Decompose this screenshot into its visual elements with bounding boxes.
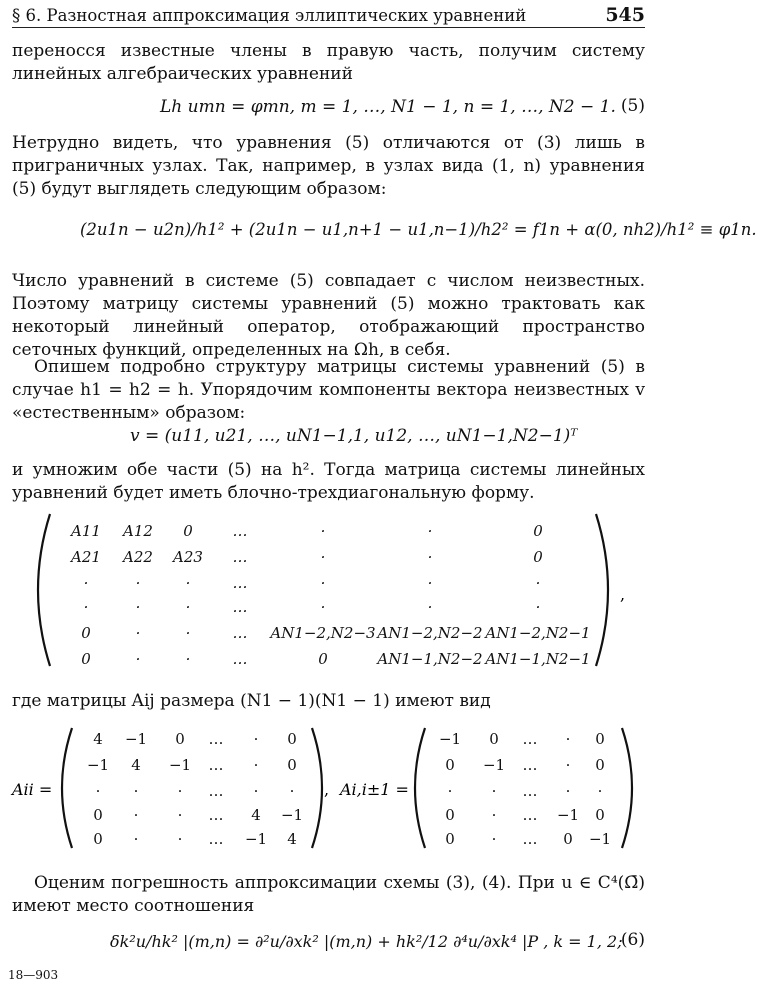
block-matrix-cell: · [320,522,326,540]
matrix-aii1-cell: … [522,782,538,800]
block-matrix-cell: 0 [183,522,193,540]
matrix-aii-cell: · [289,782,295,800]
paragraph-1: переносся известные члены в правую часть, получим систему линейных алгебраических уравнений [12,41,645,84]
matrix-aii-cell: 4 [251,806,261,824]
matrix-aii-cell: … [208,830,224,848]
page-number: 545 [605,4,645,26]
matrix-aii-cell: 0 [287,730,297,748]
block-matrix-cell: · [185,650,191,668]
matrix-aii1-left-paren [415,728,425,848]
matrix-aii1-cell: −1 [588,830,612,848]
matrix-aii1-cell: · [491,806,497,824]
matrix-aii1-cell: 0 [563,830,573,848]
block-matrix-cell: · [185,574,191,592]
block-matrix [0,508,657,678]
matrix-aii1-label: Ai,i±1 = [340,780,409,799]
matrix-aii1-cell: · [447,782,453,800]
matrix-aii1-right-paren [622,728,632,848]
block-matrix-cell: · [427,598,433,616]
block-matrix-cell: A23 [173,548,203,566]
matrix-aii-left-paren [62,728,72,848]
matrix-aii-cell: … [208,756,224,774]
block-matrix-cell: · [427,574,433,592]
block-matrix-cell: · [185,624,191,642]
matrix-aii1-cell: · [597,782,603,800]
matrix-aii1-cell: · [565,756,571,774]
block-matrix-cell: 0 [81,650,91,668]
block-matrix-right-paren [596,514,608,666]
matrix-aii1-cell: −1 [482,756,506,774]
matrix-aii-cell: · [253,782,259,800]
block-matrix-cell: … [232,624,248,642]
matrix-aii1-cell: 0 [445,830,455,848]
block-matrix-cell: 0 [533,522,543,540]
paragraph-7: Оценим погрешность аппроксимации схемы (3), (4). При u ∈ C⁴(Ω̄) имеют место соотношения [12,873,645,916]
matrix-aii1-cell: … [522,830,538,848]
matrix-aii1-cell: −1 [556,806,580,824]
matrix-aii-cell: · [177,782,183,800]
block-matrix-cell: 0 [318,650,328,668]
matrix-aii-cell: … [208,782,224,800]
block-matrix-cell: 0 [533,548,543,566]
matrix-aii-cell: · [177,830,183,848]
paragraph-6: где матрицы Aij размера (N1 − 1)(N1 − 1) имеют вид [12,691,491,711]
block-matrix-comma: , [620,585,626,604]
matrix-aii-cell: 0 [93,806,103,824]
paragraph-3: Число уравнений в системе (5) совпадает с числом неизвестных. Поэтому матрицу системы уравнений (5) можно трактовать как некоторый линейный оператор, отображающий пространство сеточных функций, определенных на Ωh, в себя. [12,271,645,360]
matrix-aii-cell: −1 [86,756,110,774]
matrix-aii1-cell: 0 [445,806,455,824]
matrix-aii-cell: 0 [287,756,297,774]
block-matrix-cell: · [535,598,541,616]
matrix-aii1-cell: 0 [489,730,499,748]
paragraph-2: Нетрудно видеть, что уравнения (5) отличаются от (3) лишь в приграничных узлах. Так, например, в узлах вида (1, n) уравнения (5) будут выглядеть следующим образом: [12,133,645,199]
matrix-aii1-cell: 0 [595,806,605,824]
block-matrix-cell: · [535,574,541,592]
block-matrix-cell: AN1−2,N2−1 [485,624,591,642]
header-rule [12,27,645,28]
matrix-aii1-cell: … [522,806,538,824]
block-matrix-cell: A11 [71,522,101,540]
block-matrix-cell: · [135,650,141,668]
matrix-aii1-cell: · [491,830,497,848]
matrix-aii1-cell: · [491,782,497,800]
matrix-aii-cell: · [133,830,139,848]
equation-6: δk²u/hk² |(m,n) = ∂²u/∂xk² |(m,n) + hk²/12 ∂⁴u/∂xk⁴ |P , k = 1, 2; [110,932,623,951]
matrix-aii1-cell: … [522,756,538,774]
matrix-aii1-cell: · [565,782,571,800]
block-matrix-cell: AN1−1,N2−2 [377,650,483,668]
block-matrix-cell: · [135,574,141,592]
block-matrix-cell: · [320,574,326,592]
vector-v-equation: v = (u11, u21, …, uN1−1,1, u12, …, uN1−1,N2−1)ᵀ [130,426,578,446]
matrix-aii-cell: 0 [93,830,103,848]
block-matrix-cell: A12 [123,522,153,540]
block-matrix-cell: · [320,598,326,616]
block-matrix-cell: · [185,598,191,616]
matrix-aii-cell: 0 [175,730,185,748]
block-matrix-cell: … [232,650,248,668]
block-matrix-cell: · [427,522,433,540]
printer-signature: 18—903 [8,968,59,982]
paragraph-4: Опишем подробно структуру матрицы системы уравнений (5) в случае h1 = h2 = h. Упорядочим компоненты вектора неизвестных v «естественным» образом: [12,357,645,423]
equation-5-number: (5) [620,96,645,116]
block-matrix-cell: AN1−1,N2−1 [485,650,591,668]
block-matrix-cell: · [83,598,89,616]
matrix-aii1-cell: · [565,730,571,748]
matrix-aii1-cell: … [522,730,538,748]
matrix-aii1-cell: 0 [595,756,605,774]
block-matrix-cell: … [232,522,248,540]
matrix-aii-cell: −1 [280,806,304,824]
block-matrix-cell: A21 [71,548,101,566]
block-matrix-cell: · [320,548,326,566]
block-matrix-cell: 0 [81,624,91,642]
matrix-aii-cell: −1 [124,730,148,748]
block-matrix-cell: · [83,574,89,592]
matrix-aii-cell: 4 [287,830,297,848]
matrix-aii-cell: 4 [131,756,141,774]
matrix-aii-cell: · [133,782,139,800]
matrix-aii-label: Aii = [12,780,53,799]
equation-6-number: (6) [620,930,645,950]
block-matrix-cell: · [135,598,141,616]
boundary-equation: (2u1n − u2n)/h1² + (2u1n − u1,n+1 − u1,n−1)/h2² = f1n + α(0, nh2)/h1² ≡ φ1n. [80,220,757,239]
matrix-aii1-cell: −1 [438,730,462,748]
matrix-aii-cell: · [253,730,259,748]
paragraph-5: и умножим обе части (5) на h². Тогда матрица системы линейных уравнений будет иметь блочно-трехдиагональную форму. [12,460,645,503]
equation-5: Lh umn = φmn, m = 1, …, N1 − 1, n = 1, …, N2 − 1. [160,97,616,117]
block-matrix-cell: A22 [123,548,153,566]
matrix-aii-cell: · [253,756,259,774]
matrix-aii-cell: −1 [244,830,268,848]
block-matrix-cell: … [232,548,248,566]
block-matrix-cell: AN1−2,N2−3 [270,624,376,642]
matrix-aii-cell: · [95,782,101,800]
matrix-aii1-cell: 0 [595,730,605,748]
matrix-aii1-cell: 0 [445,756,455,774]
matrix-aii-comma: , [324,780,330,799]
matrix-aii-cell: · [177,806,183,824]
matrix-aii-right-paren [312,728,322,848]
block-matrix-cell: · [135,624,141,642]
matrix-aii-cell: −1 [168,756,192,774]
matrix-aii-cell: … [208,730,224,748]
matrix-aii-cell: 4 [93,730,103,748]
section-title: § 6. Разностная аппроксимация эллиптических уравнений [12,6,527,25]
block-matrix-cell: … [232,598,248,616]
block-matrix-cell: AN1−2,N2−2 [377,624,483,642]
matrix-aii-cell: … [208,806,224,824]
block-matrix-cell: · [427,548,433,566]
block-matrix-left-paren [38,514,50,666]
matrix-aii-cell: · [133,806,139,824]
block-definitions [0,720,657,860]
block-matrix-cell: … [232,574,248,592]
